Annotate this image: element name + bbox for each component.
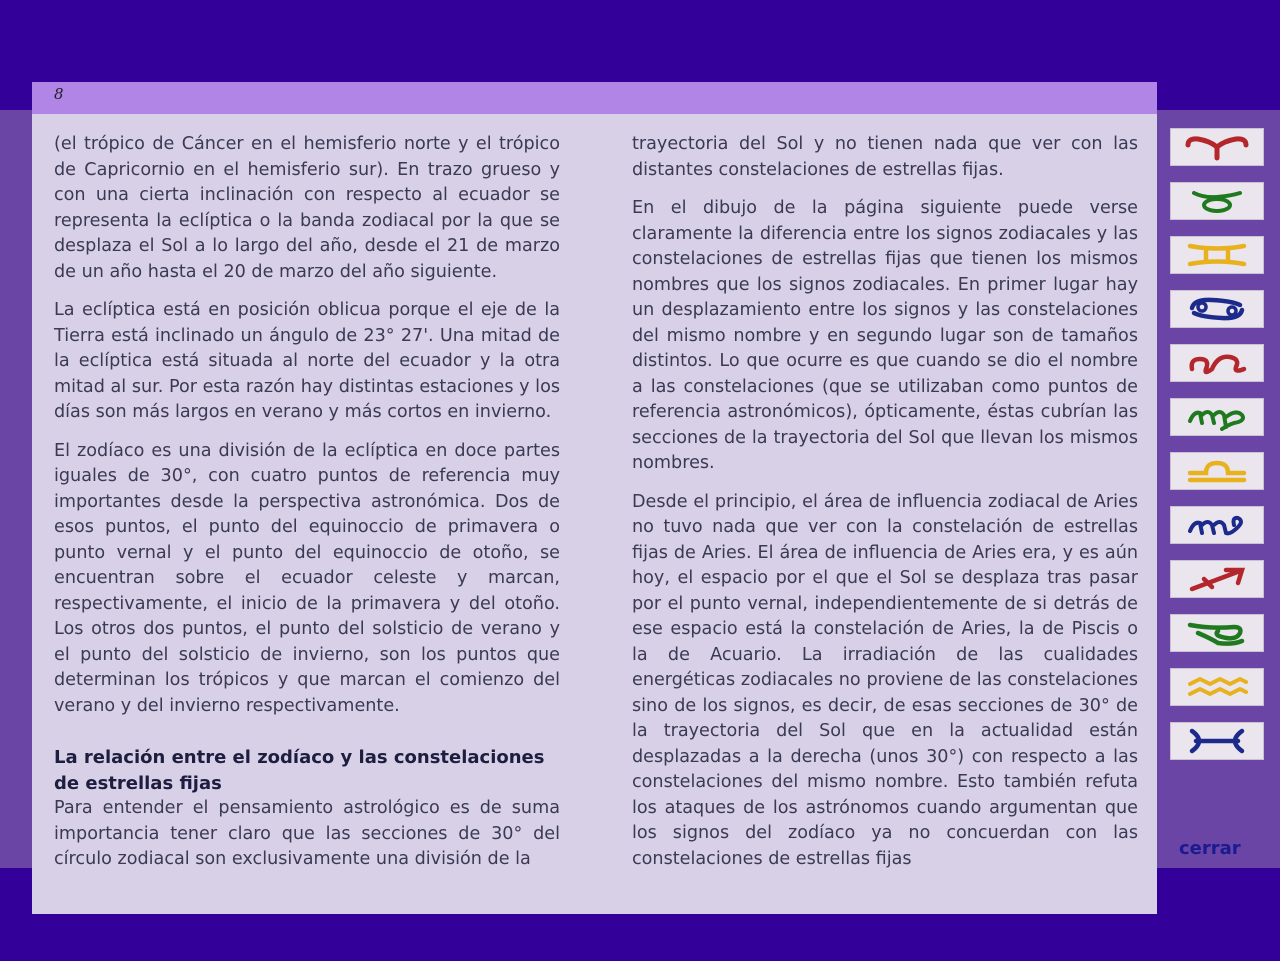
sign-button-libra[interactable] [1170, 452, 1264, 490]
gemini-icon [1182, 241, 1252, 269]
sign-button-gemini[interactable] [1170, 236, 1264, 274]
right-column [632, 132, 1138, 885]
zodiac-sign-nav [1170, 128, 1266, 776]
aries-icon [1182, 133, 1252, 161]
libra-icon [1182, 457, 1252, 485]
close-button[interactable]: cerrar [1179, 838, 1241, 859]
page-header [32, 82, 1157, 114]
sign-button-virgo[interactable] [1170, 398, 1264, 436]
sign-button-leo[interactable] [1170, 344, 1264, 382]
scorpio-icon [1182, 511, 1252, 539]
cancer-icon [1182, 295, 1252, 323]
aquarius-icon [1182, 673, 1252, 701]
virgo-icon [1182, 403, 1252, 431]
paragraph: La eclíptica está en posición oblicua porque el eje de la Tierra está inclinado un ángulo de 23° 27'. Una mitad de la eclíptica está situada al norte del ecuador y la otra mitad al sur. Por esta razón hay distintas estaciones y los días son más largos en verano y más cortos en invierno. [54, 300, 560, 422]
sign-button-capricorn[interactable] [1170, 614, 1264, 652]
sign-button-scorpio[interactable] [1170, 506, 1264, 544]
paragraph: En el dibujo de la página siguiente puede verse claramente la diferencia entre los signos zodiacales y las constelaciones de estrellas fijas que tienen los mismos nombres que los signos zodiacales. En primer lugar hay un desplazamiento entre los signos y las constelaciones del mismo nombre y en segundo lugar son de tamaños distintos. Lo que ocurre es que cuando se dio el nombre a las constelaciones (que se utilizaban como puntos de referencia astronómicos), ópticamente, éstas cubrían las secciones de la trayectoria del Sol que llevan los mismos nombres. [632, 198, 1138, 473]
sign-button-aries[interactable] [1170, 128, 1264, 166]
paragraph: Para entender el pensamiento astrológico es de suma importancia tener claro que las secciones de 30° del círculo zodiacal son exclusivamente una división de la [54, 798, 560, 869]
paragraph: (el trópico de Cáncer en el hemisferio norte y el trópico de Capricornio en el hemisferio sur). En trazo grueso y con una cierta inclinación con respecto al ecuador se representa la eclíptica o la banda zodiacal por la que se desplaza el Sol a lo largo del año, desde el 21 de marzo de un año hasta el 20 de marzo del año siguiente. [54, 134, 560, 282]
paragraph: trayectoria del Sol y no tienen nada que ver con las distantes constelaciones de estrellas fijas. [632, 134, 1138, 180]
sign-button-pisces[interactable] [1170, 722, 1264, 760]
sign-button-cancer[interactable] [1170, 290, 1264, 328]
left-column [54, 132, 560, 886]
page-number: 8 [54, 85, 64, 103]
document-page [32, 82, 1157, 914]
paragraph: El zodíaco es una división de la eclíptica en doce partes iguales de 30°, con cuatro puntos de referencia muy importantes desde la perspectiva astronómica. Dos de esos puntos, el punto del equinoccio de primavera o punto vernal y el punto del equinoccio de otoño, se encuentran sobre el ecuador celeste y marcan, respectivamente, el inicio de la primavera y del otoño. Los otros dos puntos, el punto del solsticio de verano y el punto del solsticio de invierno, son los puntos que determinan los trópicos y que marcan el comienzo del verano y del invierno respectivamente. [54, 440, 560, 716]
taurus-icon [1182, 187, 1252, 215]
section-heading: La relación entre el zodíaco y las constelaciones de estrellas fijas [54, 747, 545, 794]
capricorn-icon [1182, 619, 1252, 647]
sign-button-sagittarius[interactable] [1170, 560, 1264, 598]
pisces-icon [1182, 727, 1252, 755]
paragraph: Desde el principio, el área de influencia zodiacal de Aries no tuvo nada que ver con la constelación de estrellas fijas de Aries. El área de influencia de Aries era, y es aún hoy, el espacio por el que el Sol se desplaza tras pasar por el punto vernal, independientemente de si detrás de ese espacio está la constelación de Aries, la de Piscis o la de Acuario. La irradiación de las cualidades energéticas zodiacales no proviene de las constelaciones sino de los signos, es decir, de esas secciones de 30° de la trayectoria del Sol que en la actualidad están desplazadas a la derecha (unos 30°) con respecto a las constelaciones del mismo nombre. Esto también refuta los ataques de los astrónomos cuando argumentan que los signos del zodíaco ya no concuerdan con las constelaciones de estrellas fijas [632, 491, 1138, 869]
sign-button-taurus[interactable] [1170, 182, 1264, 220]
sign-button-aquarius[interactable] [1170, 668, 1264, 706]
sagittarius-icon [1182, 565, 1252, 593]
leo-icon [1182, 349, 1252, 377]
